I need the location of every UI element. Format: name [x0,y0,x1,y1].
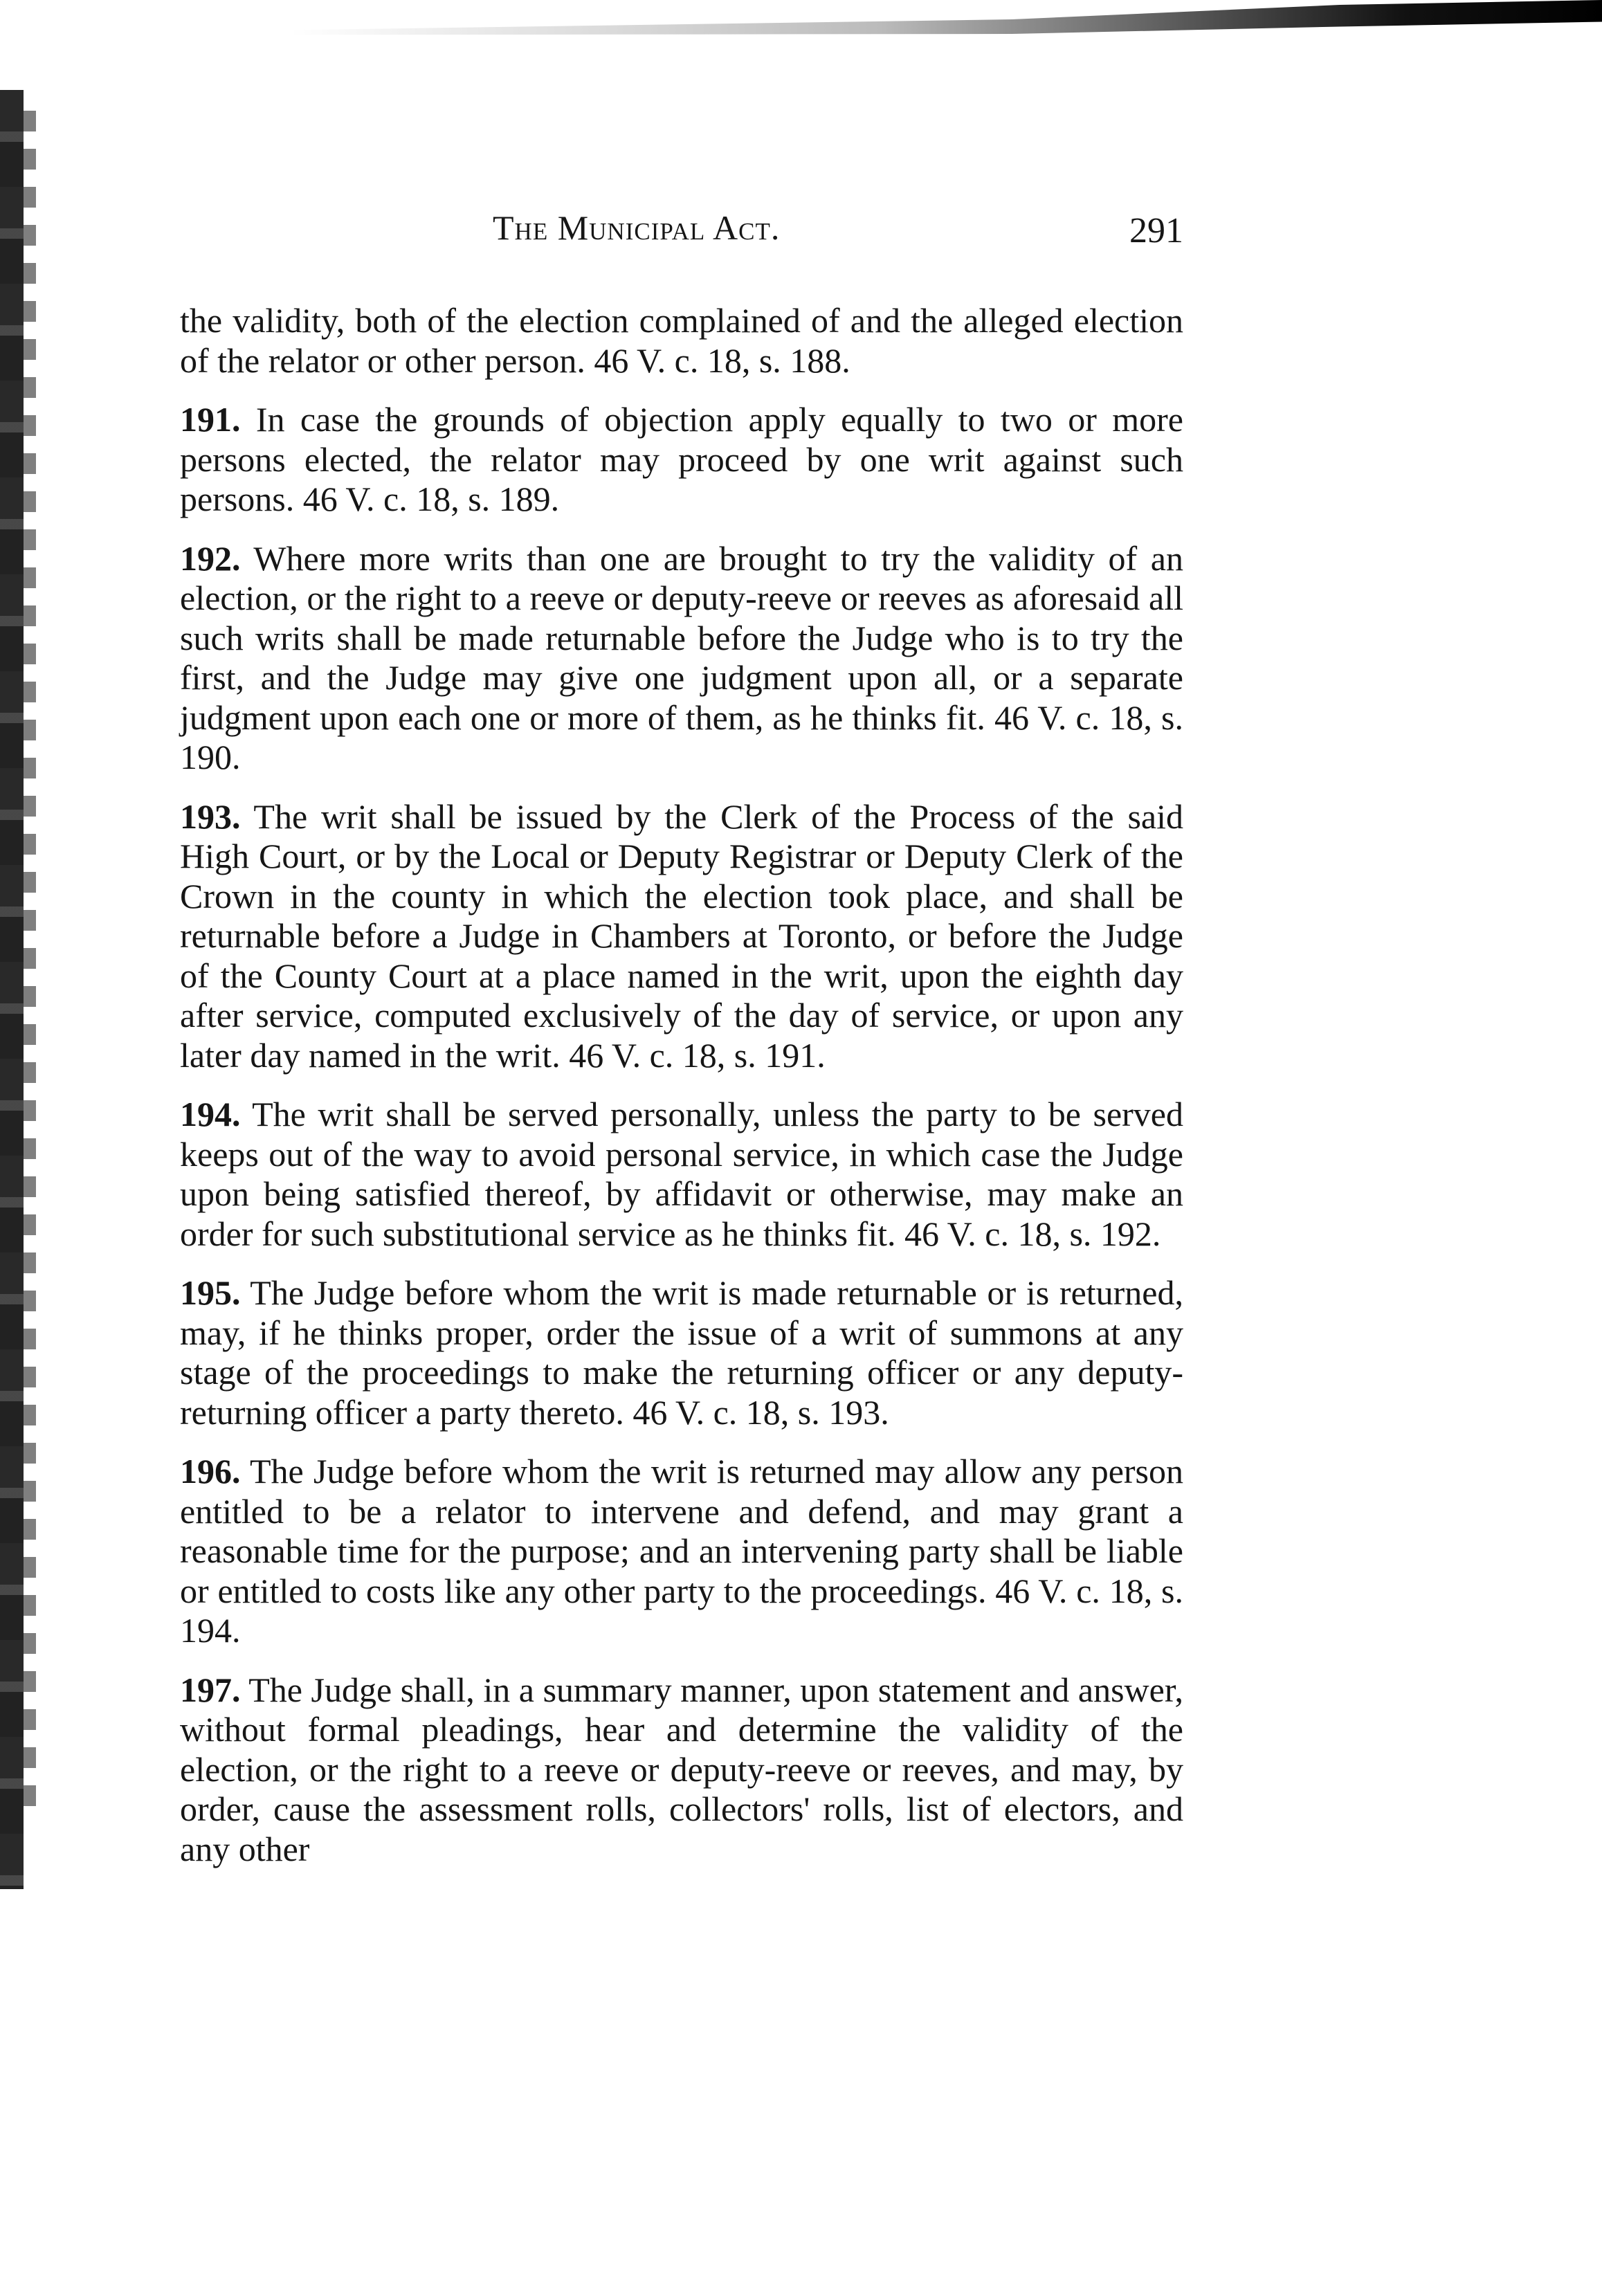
section-text: The writ shall be issued by the Clerk of the Process of the said High Court, or by the Local or Deputy Registrar or Deputy Clerk of the Crown in the county in which the election took place, and shall be returnable before a Judge in Chambers at Toronto, or before the Judge of the County Court at a place named in the writ, upon the eighth day after service, computed exclusively of the day of service, or upon any later day named in the writ. 46 V. c. 18, s. 191. [180,796,1183,1075]
section-193 [180,797,1183,1076]
section-text: Where more writs than one are brought to try the validity of an election, or the right to a reeve or deputy-reeve or reeves as aforesaid all such writs shall be made returnable before the Judge who is to try the first, and the Judge may give one judgment upon all, or a separate judgment upon each one or more of them, as he thinks fit. 46 V. c. 18, s. 190. [180,538,1183,776]
paragraph-text: the validity, both of the election complained of and the alleged election of the relator or other person. 46 V. c. 18, s. 188. [180,301,1183,380]
section-text: The Judge before whom the writ is made returnable or is returned, may, if he thinks proper, order the issue of a writ of summons at any stage of the proceedings to make the returning officer or any deputy-returning officer a party thereto. 46 V. c. 18, s. 193. [180,1273,1183,1432]
section-number: 192. [180,538,241,578]
scan-edge-shadow-top [291,0,1602,48]
section-197 [180,1670,1183,1870]
running-title: The Municipal Act. [493,208,781,247]
page-number: 291 [1129,211,1183,250]
section-number: 194. [180,1095,241,1133]
paragraph-continued [180,301,1183,381]
book-page [180,208,1183,1869]
section-text: The Judge before whom the writ is returned may allow any person entitled to be a relator to intervene and defend, and may grant a reasonable time for the purpose; and an intervening party shall be liable or entitled to costs like any other party to the proceedings. 46 V. c. 18, s. 194. [180,1452,1183,1650]
section-number: 191. [180,400,241,439]
section-191 [180,400,1183,520]
scan-edge-shadow-left-inner [24,111,36,1806]
section-number: 193. [180,796,241,836]
section-text: In case the grounds of objection apply equally to two or more persons elected, the relator may proceed by one writ against such persons. 46 V. c. 18, s. 189. [180,400,1184,518]
section-194 [180,1095,1183,1254]
section-number: 195. [180,1273,241,1312]
scan-edge-shadow-left [0,90,24,1889]
section-195 [180,1273,1183,1432]
section-number: 197. [180,1670,241,1709]
section-number: 196. [180,1452,241,1491]
section-text: The writ shall be served personally, unless the party to be served keeps out of the way to avoid personal service, in which case the Judge upon being satisfied thereof, by affidavit or otherwise, may make an order for such substitutional service as he thinks fit. 46 V. c. 18, s. 192. [180,1095,1183,1253]
section-196 [180,1452,1183,1651]
section-text: The Judge shall, in a summary manner, upon statement and answer, without formal pleadings, hear and determine the validity of the election, or the right to a reeve or deputy-reeve or reeves, and may, by order, cause the assessment rolls, collectors' rolls, list of electors, and any other [180,1670,1183,1868]
section-192 [180,539,1183,778]
running-head [180,208,1183,263]
